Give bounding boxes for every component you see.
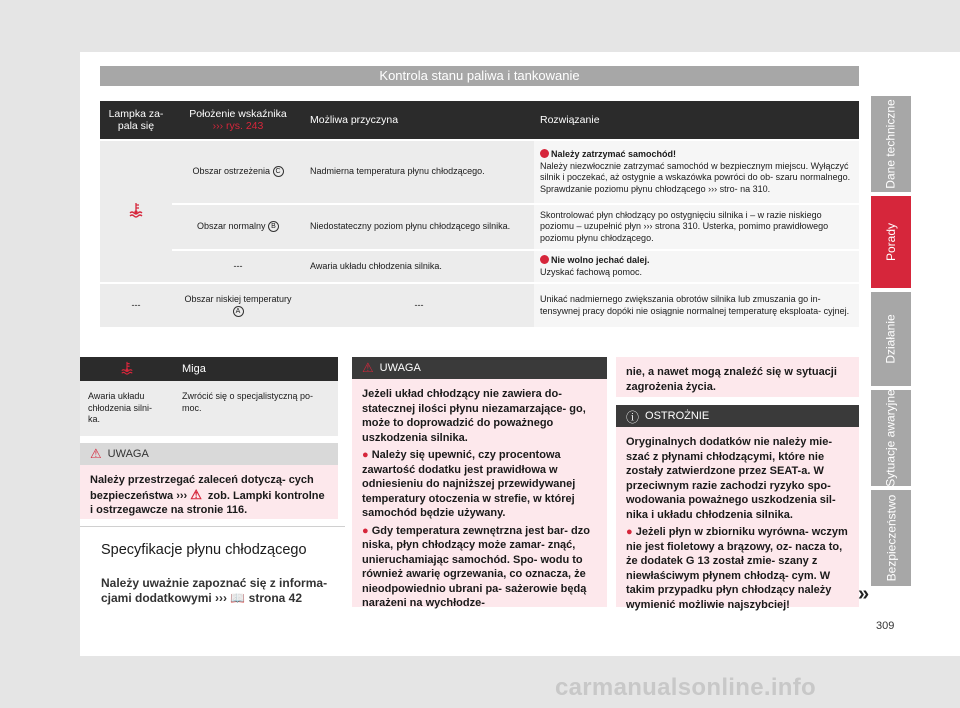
- blinking-table: [80, 357, 338, 436]
- col-lamp: Lampka za- pala się: [100, 101, 172, 140]
- miga-header: Miga: [174, 357, 338, 381]
- tab-bezpieczenstwo[interactable]: Bezpieczeństwo: [871, 490, 911, 586]
- solution-cell: Nie wolno jechać dalej. Uzyskać fachową pomoc.: [534, 250, 859, 283]
- solution-cell: Należy zatrzymać samochód! Należy niezwłocznie zatrzymać samochód w bezpiecznym miejscu. Wyłączyć silnik i poczekać, aż ostygnie a wskazówka powróci do ob- szaru normalnego. Sprawdzanie poziomu płynu chłodzącego ››› stro- na 310.: [534, 140, 859, 204]
- position-cell: Obszar ostrzeżenia C: [172, 140, 304, 204]
- miga-cause: Awaria układu chłodzenia silni- ka.: [80, 381, 174, 436]
- cause-cell: Nadmierna temperatura płynu chłodzącego.: [304, 140, 534, 204]
- warning-triangle-icon: ⚠: [90, 446, 102, 461]
- tab-porady[interactable]: Porady: [871, 196, 911, 288]
- tab-sytuacje-awaryjne[interactable]: Sytuacje awaryjne: [871, 390, 911, 486]
- table-row: [100, 283, 859, 327]
- cause-cell: Awaria układu chłodzenia silnika.: [304, 250, 534, 283]
- continue-arrow-icon: »: [858, 583, 870, 605]
- section-body: Należy uważnie zapoznać się z informa- cjami dodatkowymi ››› 📖 strona 42: [101, 576, 328, 605]
- lamp-cell: ---: [100, 283, 172, 327]
- warning-triangle-icon: ⚠: [190, 486, 202, 502]
- position-cell: Obszar niskiej temperatury A: [172, 283, 304, 327]
- tab-dane-techniczne[interactable]: Dane techniczne: [871, 96, 911, 192]
- warning-title: UWAGA: [107, 448, 149, 460]
- miga-solution: Zwrócić się o specjalistyczną po- moc.: [174, 381, 338, 436]
- warning-box-1: ⚠ UWAGA Należy przestrzegać zaleceń dotyczą- cych bezpieczeństwa ››› ⚠ zob. Lampki kontrolne i ostrzegawcze na stronie 116.: [80, 443, 338, 519]
- info-icon: ⓘ: [626, 409, 640, 425]
- page-number: 309: [876, 620, 895, 632]
- coolant-lamp-icon: [80, 357, 174, 381]
- divider: [80, 526, 345, 527]
- stop-icon: [540, 149, 549, 158]
- warning-triangle-icon: ⚠: [362, 360, 374, 375]
- col-solution: Rozwiązanie: [534, 101, 859, 140]
- position-cell: ---: [172, 250, 304, 283]
- cause-cell: Niedostateczny poziom płynu chłodzącego silnika.: [304, 204, 534, 250]
- watermark: carmanualsonline.info: [555, 674, 817, 701]
- table-row: [100, 250, 859, 283]
- col-position: Położenie wskaźnika ››› rys. 243: [172, 101, 304, 140]
- solution-cell: Skontrolować płyn chłodzący po ostygnięciu silnika i – w razie niskiego poziomu – uzupełnić płyn ››› strona 310. Usterka, pomimo prawidłowego poziomu płynu chłodzącego.: [534, 204, 859, 250]
- page-header: Kontrola stanu paliwa i tankowanie: [100, 66, 859, 86]
- table-row: [100, 204, 859, 250]
- warning-box-2: ⚠ UWAGA Jeżeli układ chłodzący nie zawiera do- statecznej ilości płynu niezamarzające- go, może to doprowadzić do poważnego uszkodzenia silnika. ● Należy się upewnić, czy procentowa zawartość dodatku jest prawidłowa w odniesieniu do najniższej przewidywanej temperatury otoczenia w strefie, w której samochód będzie używany. ● Gdy temperatura zewnętrzna jest bar- dzo niska, płyn chłodzący może zamar- znąć, unieruchamiając samochód. Spo- wodu to również awarię ogrzewania, co oznacza, że nieodpowiednio ubrani pa- sażerowie będą narażeni na wychłodze-: [352, 357, 607, 607]
- book-icon: 📖: [230, 591, 246, 605]
- warning-title: UWAGA: [379, 362, 421, 374]
- position-cell: Obszar normalny B: [172, 204, 304, 250]
- table-row: [100, 140, 859, 204]
- cause-cell: ---: [304, 283, 534, 327]
- caution-title: OSTROŻNIE: [645, 410, 710, 422]
- col-cause: Możliwa przyczyna: [304, 101, 534, 140]
- coolant-indicator-table: [100, 101, 859, 327]
- coolant-warning-lamp-icon: [100, 140, 172, 283]
- solution-cell: Unikać nadmiernego zwiększania obrotów silnika lub zmuszania go in- tensywnej pracy dopóki nie osiągnie normalnej temperaturę eksploata- cyjnej.: [534, 283, 859, 327]
- warning-continuation: nie, a nawet mogą znaleźć się w sytuacji zagrożenia życia.: [616, 357, 859, 397]
- caution-box: ⓘ OSTROŻNIE Oryginalnych dodatków nie należy mie- szać z płynami chłodzącymi, które nie zostały zatwierdzone przez SEAT-a. W przeciwnym razie zachodzi ryzyko spo- wodowania poważnego uszkodzenia sil- nika i układu chłodzenia silnika. ● Jeżeli płyn w zbiorniku wyrówna- wczym nie jest fioletowy a brązowy, oz- nacza to, że dodatek G 13 został zmie- szany z niewłaściwym płynem chłodzą- cym. W takim przypadku płyn chłodzący należy wymienić możliwie najszybciej!: [616, 405, 859, 607]
- section-title: Specyfikacje płynu chłodzącego: [101, 542, 307, 558]
- tab-dzialanie[interactable]: Działanie: [871, 292, 911, 386]
- stop-icon: [540, 255, 549, 264]
